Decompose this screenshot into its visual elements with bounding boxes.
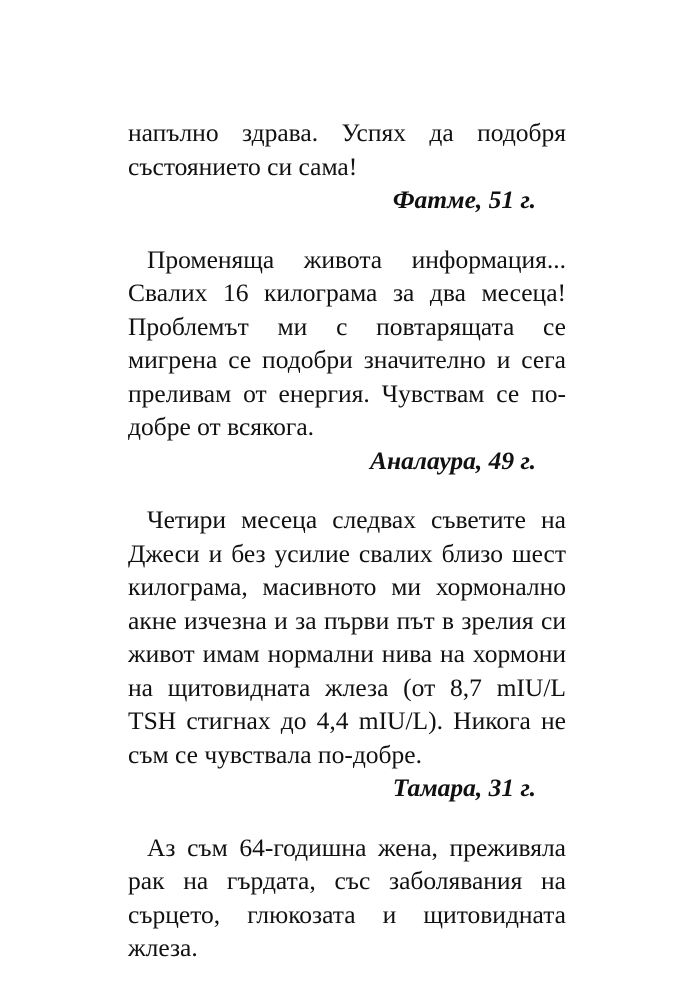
paragraph-gap (128, 217, 566, 243)
paragraph-gap (128, 477, 566, 503)
testimonial-author: Тамара, 31 г. (392, 773, 536, 802)
testimonial-text: напълно здрава. Успях да подобря състоянието си сама! (128, 118, 566, 181)
testimonial-author: Аналаура, 49 г. (370, 445, 536, 475)
testimonial-text: Четири месеца следвах съветите на Джеси и без усилие свалих близо шест килограма, масивното ми хормонално акне изчезна и за първи път в зрелия си живот имам нормални нива на хормони на щитовидната жлеза (от 8,7 mIU/L TSH стигнах до 4,4 mIU/L). Никога не съм се чувствала по-добре. (128, 505, 566, 769)
testimonial-text: Променяща живота информация... Свалих 16 килограма за два месеца! Проблемът ми с повтарящата се мигрена се подобри значително и сега преливам от енергия. Чувствам се по-добре от всякога. (128, 244, 566, 441)
paragraph-gap (128, 805, 566, 831)
testimonial-author: Фатме, 51 г. (392, 185, 536, 214)
testimonial-text: Аз съм 64-годишна жена, преживяла рак на гърдата, със заболявания на сърцето, глюкозата и щитовидната жлеза. (128, 832, 566, 962)
page-content (128, 116, 566, 965)
